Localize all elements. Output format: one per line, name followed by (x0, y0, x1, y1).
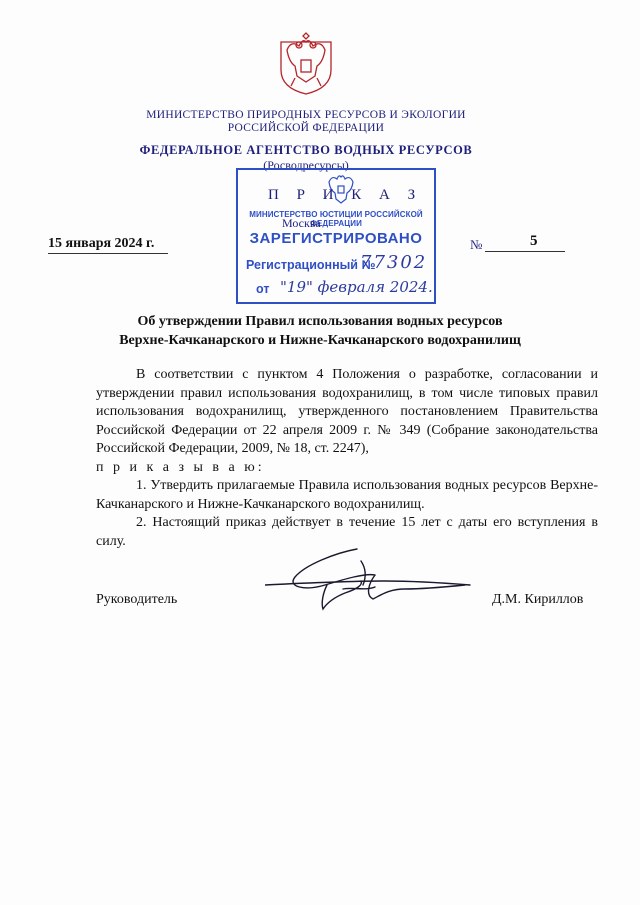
signatory-role: Руководитель (96, 592, 178, 607)
number-label: № (470, 237, 483, 252)
city: Москва (282, 216, 321, 230)
order-body (96, 366, 598, 551)
date-underline (48, 253, 168, 254)
stamp-organization: МИНИСТЕРСТВО ЮСТИЦИИ РОССИЙСКОЙ ФЕДЕРАЦИИ (249, 210, 423, 228)
agency-abbreviation: (Росводресурсы) (263, 158, 349, 172)
document-type: П Р И К А З (268, 187, 423, 203)
stamp-reg-number: 77302 (360, 252, 428, 273)
number-underline (485, 251, 565, 252)
order-item-2: 2. Настоящий приказ действует в течение 15 лет с даты его вступления в силу. (96, 515, 598, 549)
order-title-line-1: Об утверждении Правил использования водных ресурсов (137, 314, 503, 329)
agency-name: ФЕДЕРАЛЬНОЕ АГЕНТСТВО ВОДНЫХ РЕСУРСОВ (139, 143, 473, 157)
stamp-registered: ЗАРЕГИСТРИРОВАНО (249, 230, 423, 247)
coat-of-arms-icon (277, 32, 335, 96)
handwritten-signature (265, 545, 475, 620)
ministry-line-1: МИНИСТЕРСТВО ПРИРОДНЫХ РЕСУРСОВ И ЭКОЛОГИИ (146, 109, 466, 121)
stamp-reg-label: Регистрационный № (246, 258, 376, 272)
signatory-name: Д.М. Кириллов (492, 592, 584, 607)
order-title-line-2: Верхне-Качканарского и Нижне-Качканарского водохранилищ (119, 333, 521, 348)
stamp-from-label: от (256, 282, 270, 296)
stamp-reg-date: "19" февраля 2024. (280, 278, 433, 296)
order-item-1: 1. Утвердить прилагаемые Правила использования водных ресурсов Верхне-Качканарского и Нижне-Качканарского водохранилищ. (96, 478, 598, 512)
order-word: п р и к а з ы в а ю: (96, 459, 265, 475)
order-date: 15 января 2024 г. (48, 236, 155, 251)
preamble: В соответствии с пунктом 4 Положения о разработке, согласовании и утверждении правил использования водохранилищ, в том числе типовых правил использования водохранилищ, утвержденного постановлением Правительства Российской Федерации от 22 апреля 2009 г. № 349 (Собрание законодательства Российской Федерации, 2009, № 18, ст. 2247), (96, 367, 598, 456)
ministry-line-2: РОССИЙСКОЙ ФЕДЕРАЦИИ (227, 122, 385, 134)
order-number: 5 (530, 233, 538, 249)
